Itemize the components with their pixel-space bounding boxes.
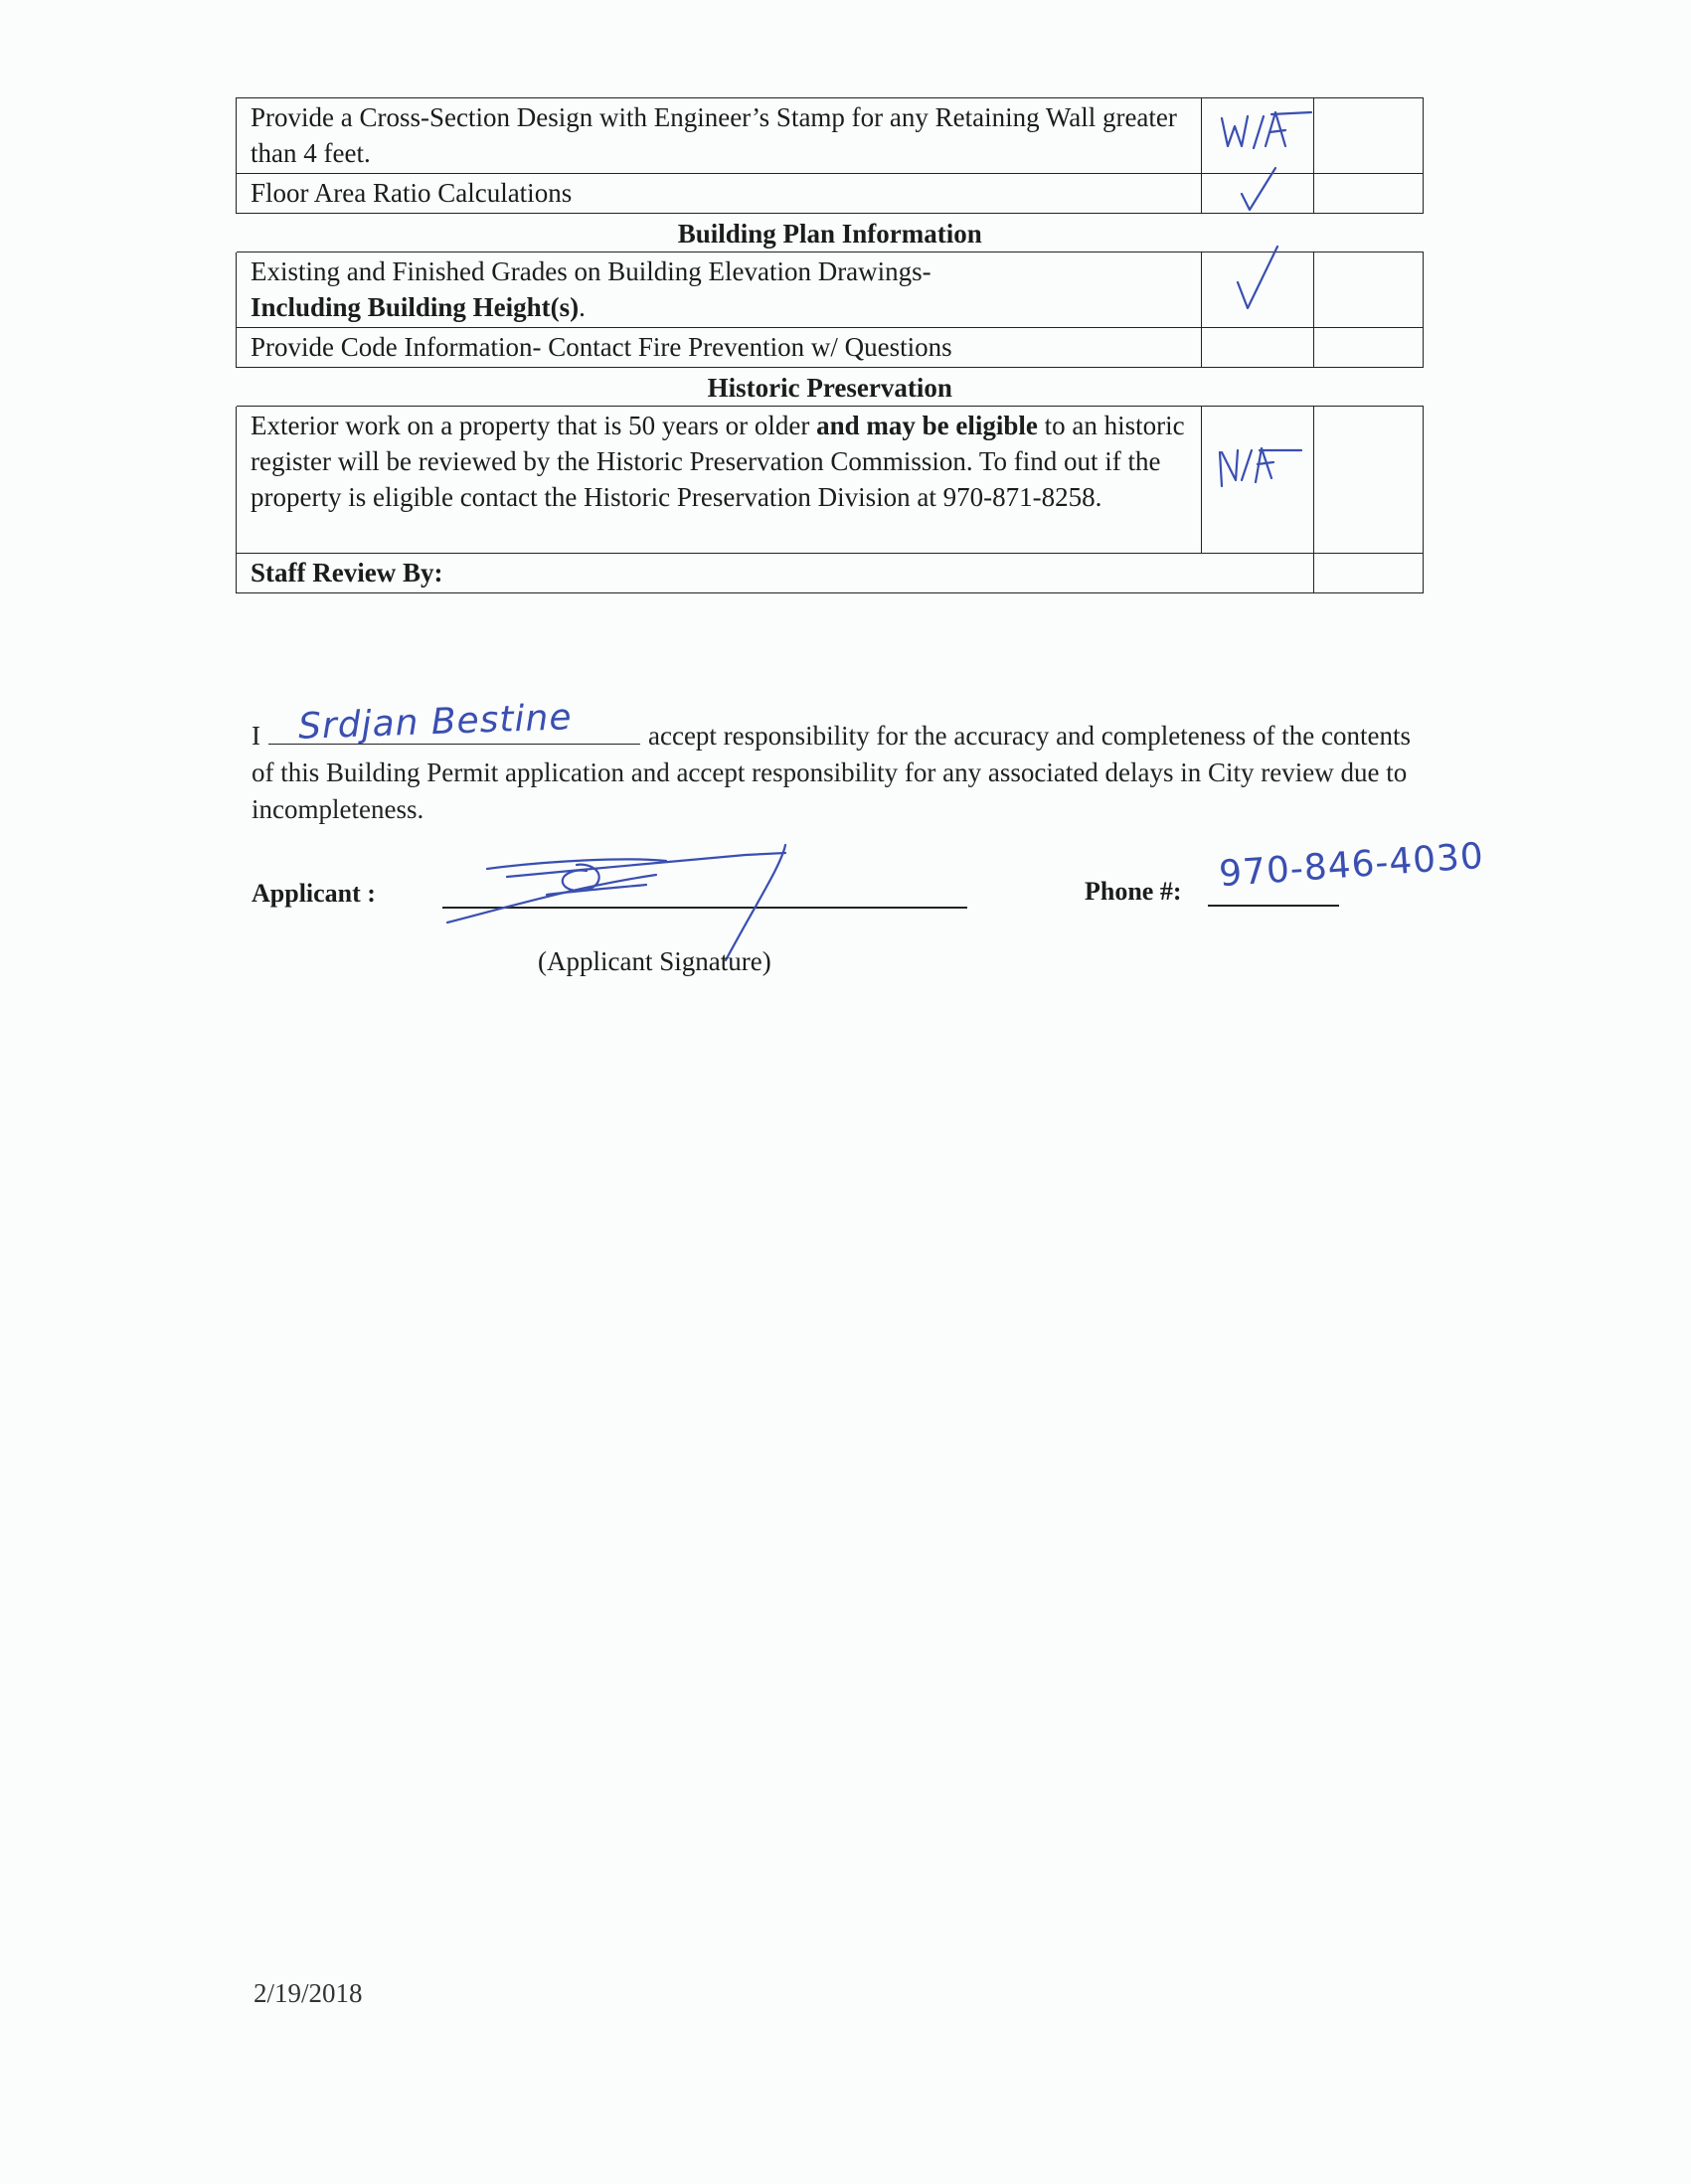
signature-caption: (Applicant Signature) <box>538 946 771 976</box>
row-mark-cell <box>1202 174 1314 214</box>
row-text-bold: Including Building Height(s) <box>251 292 580 322</box>
row-mark-cell <box>1202 98 1314 174</box>
handwritten-na-mark <box>1202 407 1314 554</box>
row-staff-cell <box>1314 252 1424 328</box>
row-text: Exterior work on a property that is 50 years or older <box>251 411 817 440</box>
section-heading-row <box>237 368 1424 407</box>
checklist-row <box>237 328 1424 368</box>
handwritten-phone-number: 970-846-4030 <box>1217 835 1486 896</box>
attestation-text: accept responsibility for the accuracy and completeness of the contents of this Building Permit application and accept responsibility for any associated delays in City review due to incompleteness. <box>252 721 1411 824</box>
row-staff-cell <box>1314 328 1424 368</box>
phone-label: Phone #: <box>1085 877 1182 906</box>
staff-review-row <box>237 554 1424 593</box>
row-staff-cell <box>1314 174 1424 214</box>
row-text: Existing and Finished Grades on Building Elevation Drawings- <box>251 256 931 286</box>
handwritten-na-mark <box>1202 98 1314 172</box>
section-title: Building Plan Information <box>677 219 982 249</box>
document-date: 2/19/2018 <box>254 1978 363 2008</box>
phone-line <box>1208 905 1339 907</box>
row-staff-cell <box>1314 98 1424 174</box>
row-mark-cell <box>1202 252 1314 328</box>
handwritten-applicant-name: Srdjan Bestine <box>297 697 574 748</box>
staff-review-cell <box>1314 554 1424 593</box>
row-mark-cell <box>1202 328 1314 368</box>
attestation-prefix: I <box>252 721 260 751</box>
row-staff-cell <box>1314 407 1424 554</box>
row-text: to an historic register will be reviewed by the Historic Preservation Commission. To find out if the property is eligible contact the Historic Preservation Division at 970-871-8258. <box>251 411 1185 512</box>
checklist-row <box>237 407 1424 554</box>
row-description <box>237 252 1202 328</box>
applicant-signature-drawing <box>427 835 805 964</box>
row-text-bold: and may be eligible <box>816 411 1038 440</box>
checklist-row <box>237 98 1424 174</box>
row-mark-cell <box>1202 407 1314 554</box>
row-description: Provide a Cross-Section Design with Engineer’s Stamp for any Retaining Wall greater than 4 feet. <box>237 98 1202 174</box>
checklist-row <box>237 252 1424 328</box>
section-heading-row <box>237 214 1424 252</box>
checklist-row <box>237 174 1424 214</box>
row-description: Provide Code Information- Contact Fire Prevention w/ Questions <box>237 328 1202 368</box>
applicant-label: Applicant : <box>252 879 376 908</box>
row-description <box>237 407 1202 554</box>
staff-review-label: Staff Review By: <box>237 554 1314 593</box>
row-description: Floor Area Ratio Calculations <box>237 174 1202 214</box>
submittal-checklist-table <box>236 97 1424 593</box>
handwritten-check-icon <box>1202 174 1314 212</box>
section-title: Historic Preservation <box>707 373 952 403</box>
handwritten-check-icon <box>1202 252 1314 327</box>
row-text-end: . <box>579 292 586 322</box>
